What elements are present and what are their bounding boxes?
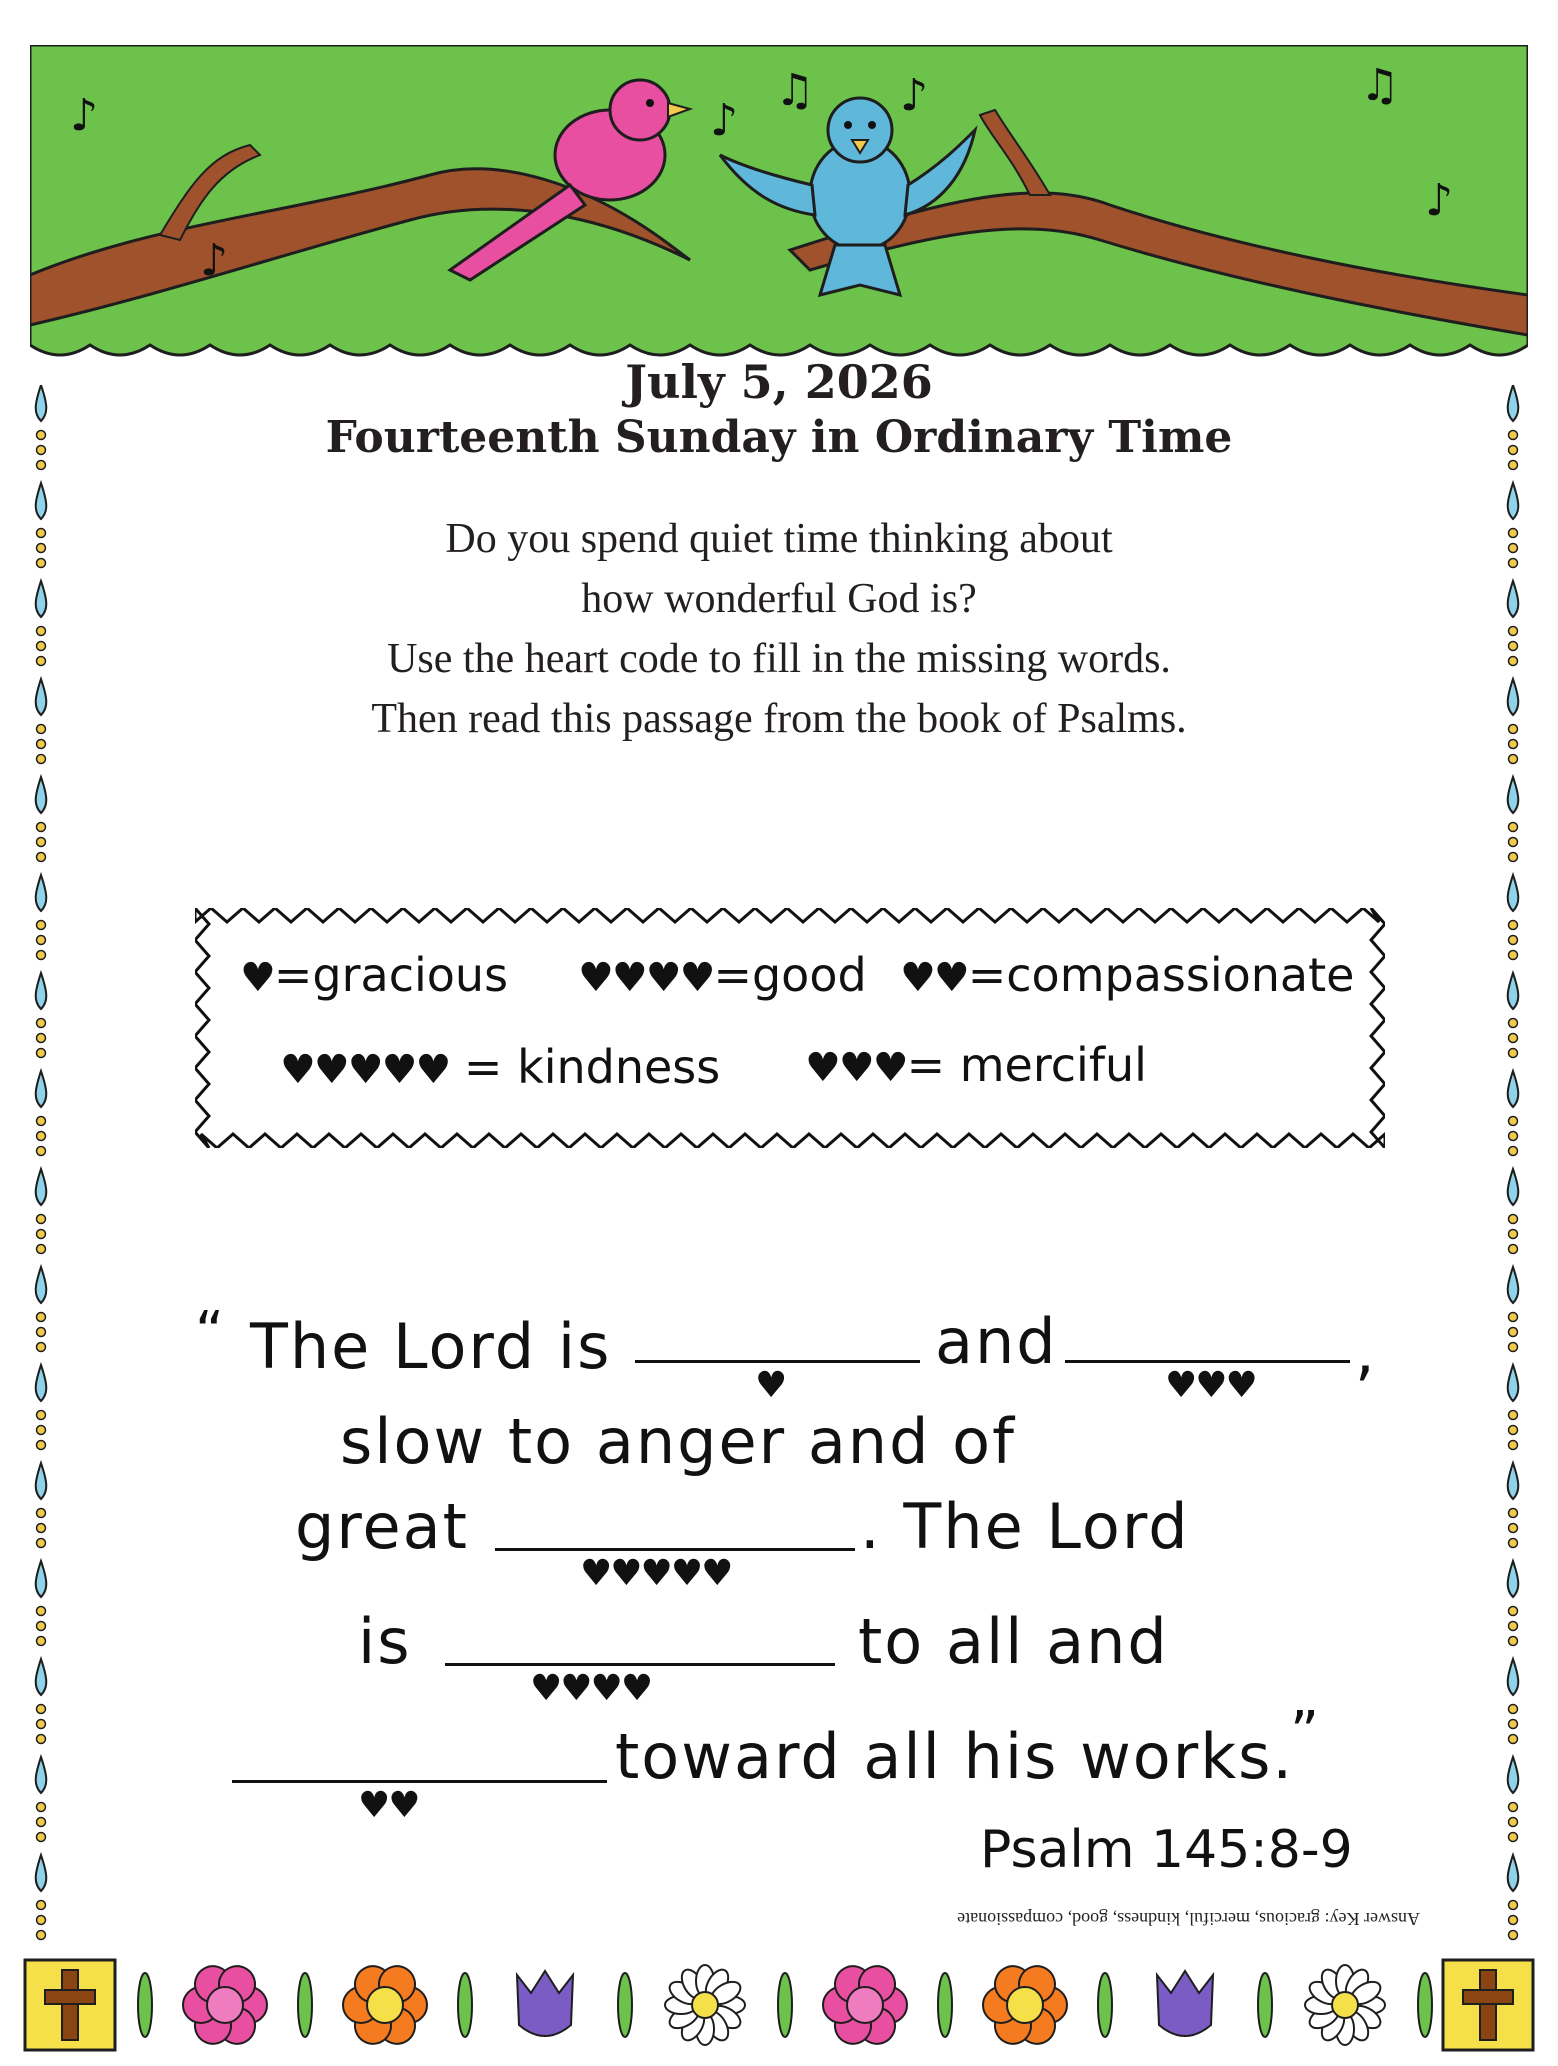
bead-icon: [37, 1441, 46, 1450]
intro-line-2: how wonderful God is?: [581, 576, 977, 622]
bead-icon: [1509, 1313, 1518, 1322]
bead-icon: [1509, 446, 1518, 455]
bead-icon: [37, 951, 46, 960]
leaf-icon: [1098, 1973, 1112, 2037]
bead-icon: [37, 838, 46, 847]
bead-icon: [37, 529, 46, 538]
bead-icon: [37, 1245, 46, 1254]
rose-flower-icon: [823, 1960, 907, 2051]
bead-icon: [1509, 642, 1518, 651]
tulip-flower-icon: [517, 1971, 573, 2036]
code-word: =compassionate: [967, 948, 1355, 1002]
verse-line-4b: to all and: [858, 1605, 1169, 1678]
blank-2[interactable]: [1065, 1360, 1350, 1363]
bead-icon: [1509, 1215, 1518, 1224]
bead-icon: [1509, 1833, 1518, 1842]
blank-1[interactable]: [635, 1360, 920, 1363]
raindrop-icon: [1508, 1463, 1519, 1499]
raindrop-icon: [36, 1169, 47, 1205]
leaf-icon: [618, 1973, 632, 2037]
svg-text:♫: ♫: [775, 65, 815, 116]
heart-icon: ♥♥♥♥: [578, 955, 714, 1001]
svg-text:♪: ♪: [200, 235, 229, 286]
leaf-icon: [298, 1973, 312, 2037]
bead-icon: [1509, 1803, 1518, 1812]
bead-icon: [1509, 1245, 1518, 1254]
bead-icon: [1509, 1426, 1518, 1435]
raindrop-icon: [1508, 1071, 1519, 1107]
bead-icon: [1509, 1343, 1518, 1352]
rose-flower-icon: [183, 1960, 267, 2051]
bead-icon: [37, 1313, 46, 1322]
bead-icon: [37, 642, 46, 651]
bead-icon: [1509, 1705, 1518, 1714]
verse-comma: ,: [1355, 1315, 1377, 1388]
bead-icon: [1509, 1034, 1518, 1043]
intro-line-1: Do you spend quiet time thinking about: [445, 516, 1113, 562]
raindrop-icon: [1508, 1855, 1519, 1891]
bead-icon: [37, 431, 46, 440]
bead-icon: [1509, 1720, 1518, 1729]
bead-icon: [37, 1539, 46, 1548]
daisy-flower-icon: [665, 1965, 745, 2045]
raindrop-icon: [1508, 679, 1519, 715]
bead-icon: [37, 755, 46, 764]
raindrop-icon: [1508, 483, 1519, 519]
bead-icon: [1509, 1524, 1518, 1533]
bead-icon: [37, 544, 46, 553]
verse-line-5: toward all his works.: [615, 1720, 1295, 1793]
occasion-heading: Fourteenth Sunday in Ordinary Time: [325, 412, 1233, 463]
bead-icon: [1509, 1049, 1518, 1058]
raindrop-icon: [36, 875, 47, 911]
citation: Psalm 145:8-9: [980, 1820, 1353, 1880]
bead-icon: [37, 853, 46, 862]
raindrop-icon: [36, 1071, 47, 1107]
bead-icon: [1509, 1539, 1518, 1548]
bead-icon: [37, 1637, 46, 1646]
raindrop-icon: [36, 1463, 47, 1499]
raindrop-icon: [1508, 777, 1519, 813]
leaf-icon: [458, 1973, 472, 2037]
bead-icon: [1509, 853, 1518, 862]
bead-icon: [1509, 1132, 1518, 1141]
svg-text:♪: ♪: [900, 70, 929, 121]
leaf-icon: [1418, 1973, 1432, 2037]
bead-icon: [37, 1524, 46, 1533]
bead-icon: [37, 1049, 46, 1058]
svg-text:♪: ♪: [710, 95, 739, 146]
code-gracious: [240, 948, 508, 1002]
blank-5[interactable]: [232, 1780, 607, 1783]
bead-icon: [1509, 1931, 1518, 1940]
bead-icon: [1509, 921, 1518, 930]
bead-icon: [1509, 1622, 1518, 1631]
raindrop-icon: [36, 385, 47, 421]
code-compassionate: [900, 948, 1354, 1002]
bead-icon: [37, 1931, 46, 1940]
bead-icon: [37, 1411, 46, 1420]
bead-icon: [37, 1343, 46, 1352]
raindrop-icon: [1508, 1561, 1519, 1597]
hint-hearts-2: ♥♥♥: [1165, 1365, 1256, 1406]
svg-text:♫: ♫: [1360, 60, 1400, 111]
bead-icon: [1509, 936, 1518, 945]
bead-icon: [37, 559, 46, 568]
bead-icon: [37, 1509, 46, 1518]
bead-icon: [1509, 1607, 1518, 1616]
hint-hearts-5: ♥♥: [358, 1785, 419, 1826]
cross-icon: [25, 1960, 115, 2050]
code-word: = kindness: [449, 1040, 721, 1094]
bead-icon: [1509, 1411, 1518, 1420]
raindrop-icon: [1508, 581, 1519, 617]
bead-icon: [37, 657, 46, 666]
verse-line-4a: is: [358, 1605, 412, 1678]
bead-icon: [37, 1833, 46, 1842]
raindrop-icon: [1508, 1169, 1519, 1205]
hint-hearts-1: ♥: [755, 1365, 786, 1406]
bead-icon: [1509, 725, 1518, 734]
raindrop-icon: [36, 973, 47, 1009]
raindrop-icon: [36, 1855, 47, 1891]
raindrop-icon: [36, 483, 47, 519]
heart-icon: ♥♥♥: [805, 1045, 907, 1091]
bead-icon: [37, 1230, 46, 1239]
bead-icon: [37, 627, 46, 636]
code-word: =gracious: [273, 948, 509, 1002]
bead-icon: [37, 1818, 46, 1827]
raindrop-icon: [36, 581, 47, 617]
bead-icon: [37, 1426, 46, 1435]
heart-code-box: [195, 908, 1385, 1148]
bead-icon: [1509, 1916, 1518, 1925]
right-border-decoration: [1502, 385, 1524, 1945]
leaf-icon: [778, 1973, 792, 2037]
flower-border: [20, 1955, 1538, 2055]
bead-icon: [37, 921, 46, 930]
leaf-icon: [138, 1973, 152, 2037]
raindrop-icon: [36, 1659, 47, 1695]
raindrop-icon: [36, 1757, 47, 1793]
svg-text:♪: ♪: [70, 90, 99, 141]
bead-icon: [37, 1901, 46, 1910]
tree-birds-banner: [30, 45, 1528, 365]
raindrop-icon: [36, 1561, 47, 1597]
bead-icon: [37, 1328, 46, 1337]
bead-icon: [37, 1720, 46, 1729]
bead-icon: [1509, 461, 1518, 470]
bead-icon: [1509, 627, 1518, 636]
code-word: = merciful: [906, 1038, 1147, 1092]
bead-icon: [1509, 951, 1518, 960]
bead-icon: [1509, 823, 1518, 832]
raindrop-icon: [36, 679, 47, 715]
bead-icon: [37, 936, 46, 945]
bead-icon: [1509, 1230, 1518, 1239]
bead-icon: [1509, 1328, 1518, 1337]
bead-icon: [37, 1735, 46, 1744]
answer-key: Answer Key: gracious, merciful, kindness, good, compassionate: [957, 1909, 1420, 1929]
bead-icon: [37, 740, 46, 749]
tulip-flower-icon: [1157, 1971, 1213, 2036]
date-heading: July 5, 2026: [625, 355, 933, 409]
intro-line-3: Use the heart code to fill in the missing words.: [387, 636, 1171, 682]
bead-icon: [1509, 559, 1518, 568]
verse-line-3a: great: [295, 1490, 469, 1563]
bead-icon: [1509, 1019, 1518, 1028]
bead-icon: [37, 461, 46, 470]
bead-icon: [1509, 1818, 1518, 1827]
code-merciful: [805, 1038, 1147, 1092]
bead-icon: [37, 446, 46, 455]
bead-icon: [1509, 1637, 1518, 1646]
left-border-decoration: [30, 385, 52, 1945]
bead-icon: [37, 1034, 46, 1043]
bead-icon: [37, 1215, 46, 1224]
bead-icon: [1509, 431, 1518, 440]
bead-icon: [1509, 1509, 1518, 1518]
blank-3[interactable]: [495, 1548, 855, 1551]
blank-4[interactable]: [445, 1663, 835, 1666]
bead-icon: [37, 1607, 46, 1616]
raindrop-icon: [1508, 1659, 1519, 1695]
raindrop-icon: [36, 777, 47, 813]
close-quote: ”: [1290, 1700, 1322, 1765]
bead-icon: [1509, 657, 1518, 666]
bead-icon: [1509, 1441, 1518, 1450]
bead-icon: [37, 823, 46, 832]
bead-icon: [37, 1803, 46, 1812]
raindrop-icon: [36, 1365, 47, 1401]
raindrop-icon: [1508, 1267, 1519, 1303]
bead-icon: [1509, 1147, 1518, 1156]
poppy-flower-icon: [343, 1960, 427, 2051]
bead-icon: [1509, 755, 1518, 764]
bead-icon: [37, 1916, 46, 1925]
code-kindness: [280, 1040, 720, 1094]
raindrop-icon: [36, 1267, 47, 1303]
bead-icon: [37, 1117, 46, 1126]
daisy-flower-icon: [1305, 1965, 1385, 2045]
bead-icon: [1509, 740, 1518, 749]
verse-line-1b: and: [935, 1305, 1058, 1378]
raindrop-icon: [1508, 875, 1519, 911]
leaf-icon: [1258, 1973, 1272, 2037]
verse-line-2: slow to anger and of: [340, 1405, 1016, 1478]
heart-icon: ♥♥: [900, 955, 968, 1001]
intro-line-4: Then read this passage from the book of Psalms.: [371, 696, 1187, 742]
heart-icon: ♥♥♥♥♥: [280, 1047, 450, 1093]
code-word: =good: [713, 948, 867, 1002]
svg-text:♪: ♪: [1425, 175, 1454, 226]
bead-icon: [37, 1019, 46, 1028]
open-quote: “: [195, 1300, 227, 1365]
bead-icon: [37, 725, 46, 734]
leaf-icon: [938, 1973, 952, 2037]
bead-icon: [37, 1132, 46, 1141]
bead-icon: [1509, 544, 1518, 553]
verse-line-3b: . The Lord: [860, 1490, 1190, 1563]
bead-icon: [37, 1705, 46, 1714]
bead-icon: [37, 1147, 46, 1156]
bead-icon: [37, 1622, 46, 1631]
raindrop-icon: [1508, 973, 1519, 1009]
bead-icon: [1509, 1901, 1518, 1910]
cross-icon: [1443, 1960, 1533, 2050]
heart-icon: ♥: [240, 955, 274, 1001]
bead-icon: [1509, 529, 1518, 538]
raindrop-icon: [1508, 1365, 1519, 1401]
raindrop-icon: [1508, 1757, 1519, 1793]
poppy-flower-icon: [983, 1960, 1067, 2051]
code-good: [578, 948, 867, 1002]
bead-icon: [1509, 838, 1518, 847]
bead-icon: [1509, 1117, 1518, 1126]
raindrop-icon: [1508, 385, 1519, 421]
verse-line-1a: The Lord is: [250, 1310, 612, 1383]
hint-hearts-4: ♥♥♥♥: [530, 1668, 652, 1709]
bead-icon: [1509, 1735, 1518, 1744]
hint-hearts-3: ♥♥♥♥♥: [580, 1553, 732, 1594]
